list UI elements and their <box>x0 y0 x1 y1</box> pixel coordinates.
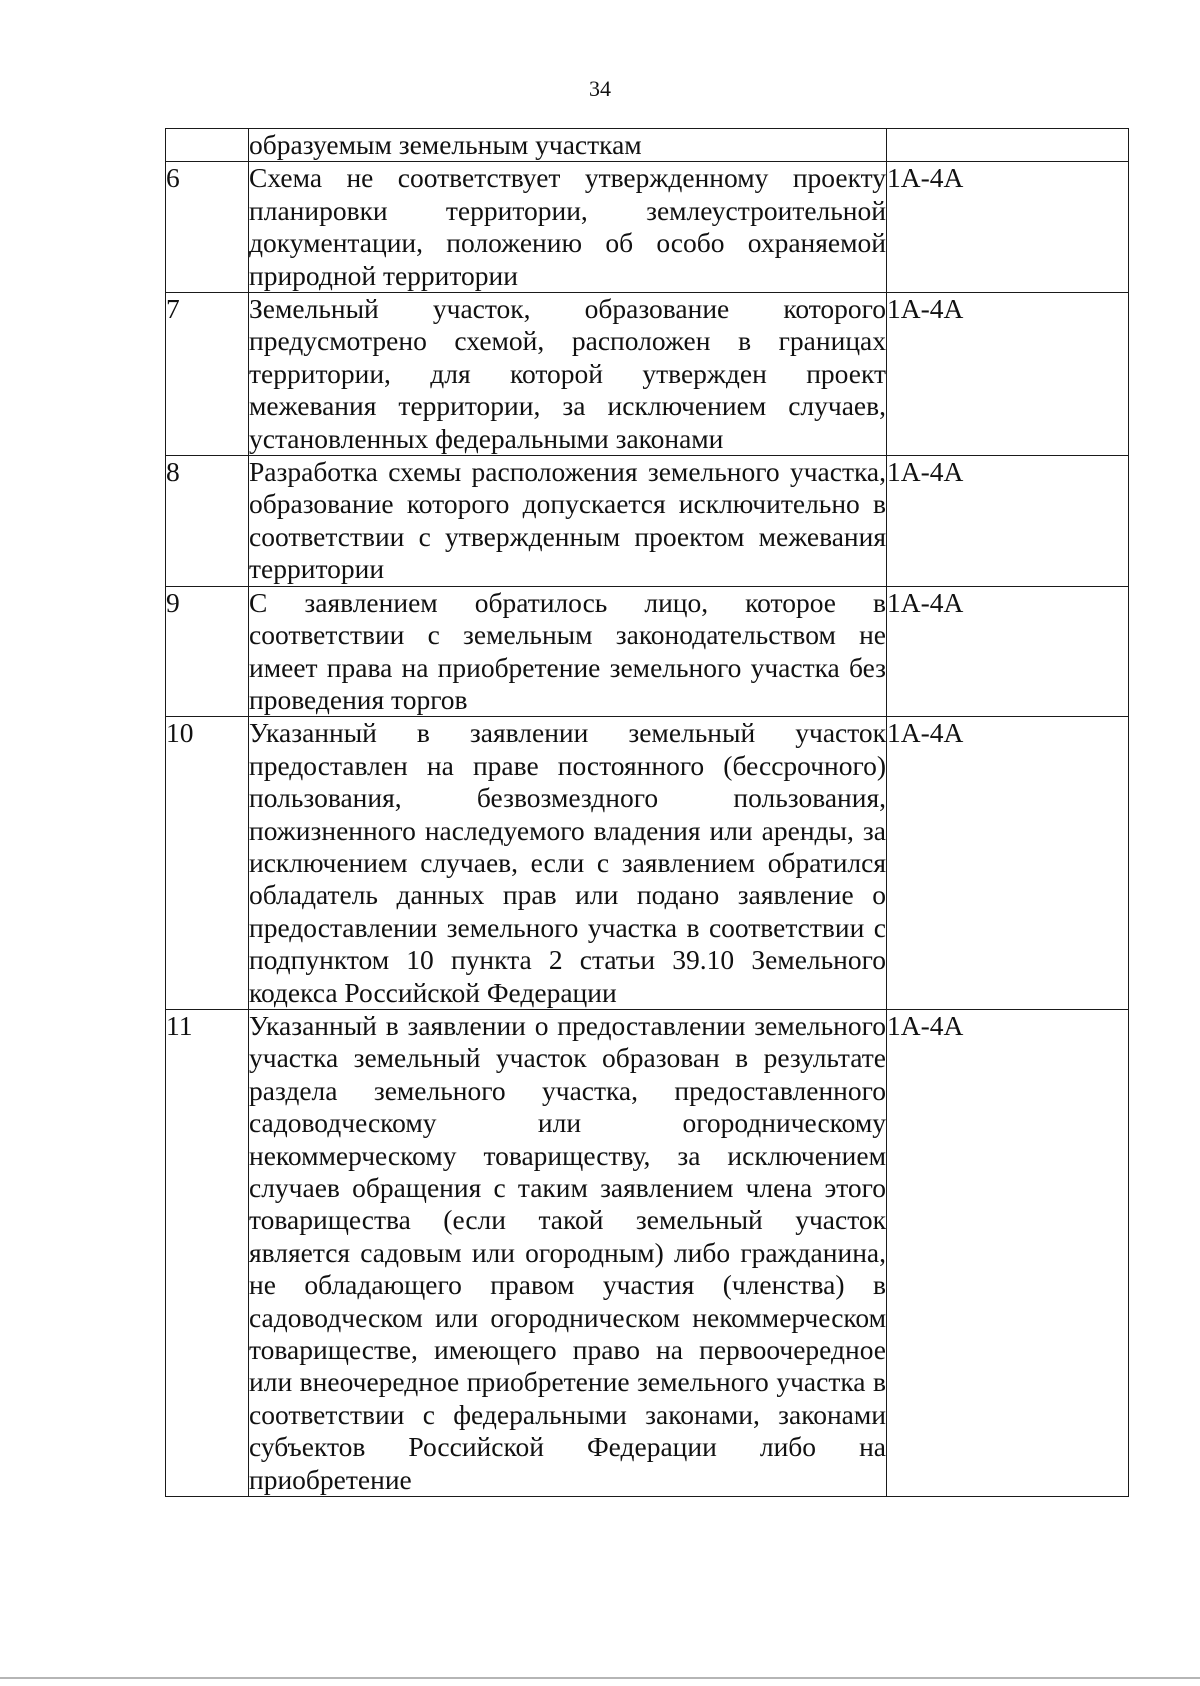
row-text: Указанный в заявлении о предоставлении земельного участка земельный участок образован в результате раздела земельного участка, предоставленного садоводческому или огородническому некоммерческому товариществу, за исключением случаев обращения с таким заявлением члена этого товарищества (если такой земельный участок является садовым или огородным) либо гражданина, не обладающего правом участия (членства) в садоводческом или огородническом некоммерческом товариществе, имеющего право на первоочередное или внеочередное приобретение земельного участка в соответствии с федеральными законами, законами субъектов Российской Федерации либо на приобретение <box>249 1009 886 1495</box>
row-number <box>166 129 249 162</box>
row-number: 9 <box>166 586 249 717</box>
grounds-table <box>165 128 1129 1497</box>
row-code: 1А-4А <box>887 456 1129 587</box>
row-text: Указанный в заявлении земельный участок предоставлен на праве постоянного (бессрочного) пользования, безвозмездного пользования, пожизненного наследуемого владения или аренды, за исключением случаев, если с заявлением обратился обладатель данных прав или подано заявление о предоставлении земельного участка в соответствии с подпунктом 10 пункта 2 статьи 39.10 Земельного кодекса Российской Федерации <box>249 717 886 1008</box>
scan-edge-line <box>0 1677 1200 1679</box>
table-row <box>166 456 1129 587</box>
row-number: 8 <box>166 456 249 587</box>
row-code: 1А-4А <box>887 586 1129 717</box>
row-text: С заявлением обратилось лицо, которое в соответствии с земельным законодательством не имеет права на приобретение земельного участка без проведения торгов <box>249 586 886 715</box>
row-code: 1А-4А <box>887 1009 1129 1496</box>
row-code: 1А-4А <box>887 293 1129 456</box>
page-number: 34 <box>589 76 611 101</box>
row-number: 11 <box>166 1009 249 1496</box>
table-row <box>166 1009 1129 1496</box>
row-text: Земельный участок, образование которого предусмотрено схемой, расположен в границах территории, для которой утвержден проект межевания территории, за исключением случаев, установленных федеральными законами <box>249 293 886 454</box>
row-number: 6 <box>166 162 249 293</box>
row-text: Разработка схемы расположения земельного участка, образование которого допускается исключительно в соответствии с утвержденным проектом межевания территории <box>249 456 886 585</box>
row-text: Схема не соответствует утвержденному проекту планировки территории, землеустроительной документации, положению об особо охраняемой природной территории <box>249 162 886 291</box>
table-row <box>166 162 1129 293</box>
row-code <box>887 129 1129 162</box>
row-code: 1А-4А <box>887 717 1129 1010</box>
row-number: 10 <box>166 717 249 1010</box>
table-row <box>166 129 1129 162</box>
table-row <box>166 586 1129 717</box>
table-row <box>166 293 1129 456</box>
row-number: 7 <box>166 293 249 456</box>
row-text: образуемым земельным участкам <box>249 129 887 162</box>
row-code: 1А-4А <box>887 162 1129 293</box>
table-row <box>166 717 1129 1010</box>
